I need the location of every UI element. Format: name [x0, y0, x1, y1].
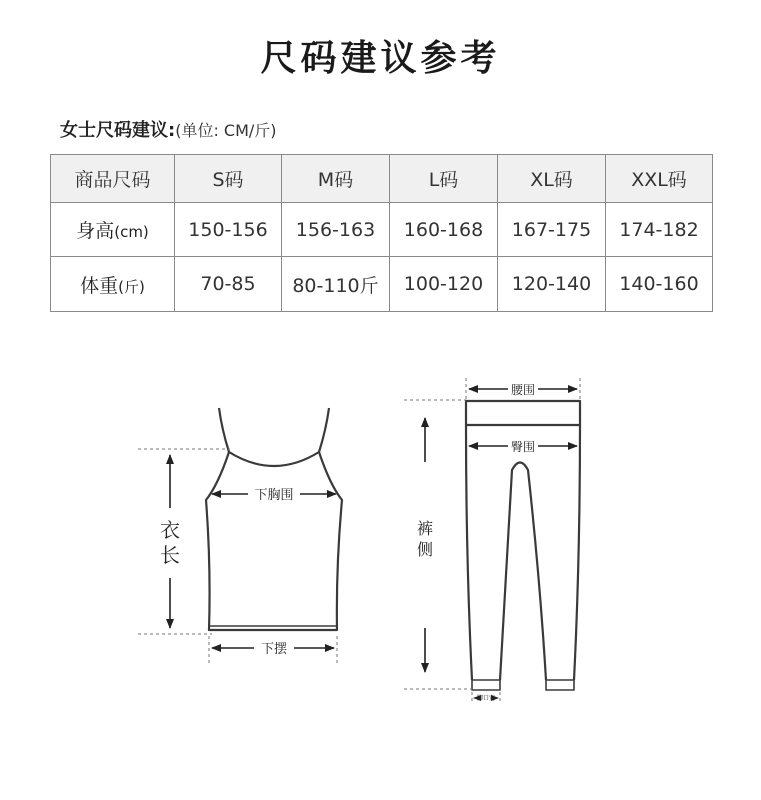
table-cell: 140-160 — [606, 257, 713, 312]
table-cell: 174-182 — [606, 203, 713, 257]
top-length-label-2: 长 — [160, 543, 180, 567]
header-cell: M码 — [282, 155, 390, 203]
table-cell: 150-156 — [175, 203, 282, 257]
header-cell: XXL码 — [606, 155, 713, 203]
header-cell: L码 — [390, 155, 498, 203]
table-cell: 100-120 — [390, 257, 498, 312]
side-length-label-2: 侧 — [416, 540, 434, 559]
header-cell: 商品尺码 — [51, 155, 175, 203]
side-length-label-1: 裤 — [416, 519, 434, 538]
row-label-height: 身高(cm) — [51, 203, 175, 257]
header-cell: S码 — [175, 155, 282, 203]
header-cell: XL码 — [498, 155, 606, 203]
chest-label: 下胸围 — [254, 488, 294, 503]
page-title: 尺码建议参考 — [260, 38, 501, 79]
hip-label: 臀围 — [510, 440, 536, 454]
waist-label: 腰围 — [510, 383, 536, 397]
table-cell: 156-163 — [282, 203, 390, 257]
hem-label: 下摆 — [260, 642, 288, 657]
table-cell: 70-85 — [175, 257, 282, 312]
camisole-outline — [206, 408, 342, 630]
row-label-weight: 体重(斤) — [51, 257, 175, 312]
subtitle-label: 女士尺码建议: — [60, 120, 176, 141]
table-cell: 160-168 — [390, 203, 498, 257]
table-cell: 80-110斤 — [282, 257, 390, 312]
subtitle-unit: (单位: CM/斤) — [175, 121, 277, 140]
table-cell: 167-175 — [498, 203, 606, 257]
cuff-label: 脚口宽 — [476, 695, 496, 702]
table-cell: 120-140 — [498, 257, 606, 312]
top-length-label-1: 衣 — [160, 518, 180, 542]
